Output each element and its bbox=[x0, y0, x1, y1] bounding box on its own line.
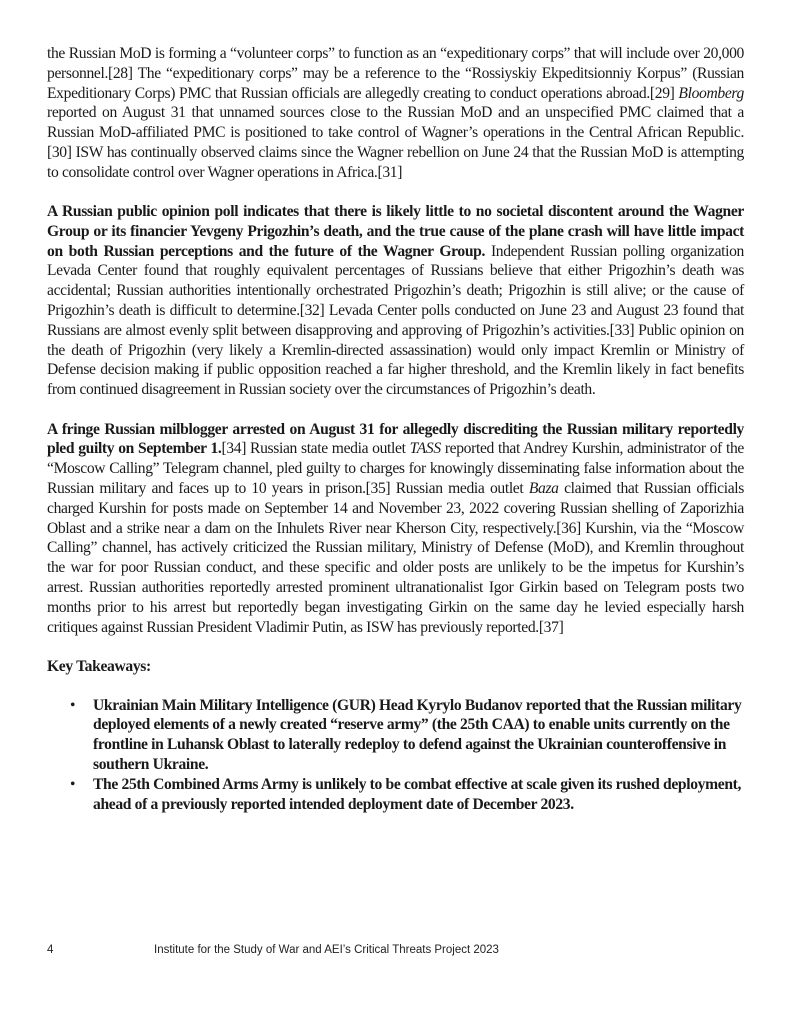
bullet-icon: • bbox=[70, 696, 76, 714]
publication-name: TASS bbox=[409, 440, 441, 458]
key-takeaways-list bbox=[47, 696, 744, 815]
body-paragraph bbox=[47, 420, 744, 638]
paragraph-lead: A fringe Russian milblogger arrested on August 31 for allegedly discrediting the Russian military reportedly pled guilty on September 1. bbox=[47, 420, 744, 458]
document-page bbox=[47, 44, 744, 814]
page-number: 4 bbox=[47, 944, 54, 956]
paragraph-lead: A Russian public opinion poll indicates that there is likely little to no societal discontent around the Wagner Group or its financier Yevgeny Prigozhin’s death, and the true cause of the plane crash will have little impact on both Russian perceptions and the future of the Wagner Group. bbox=[47, 203, 744, 260]
footer-organization: Institute for the Study of War and AEI’s Critical Threats Project 2023 bbox=[154, 944, 499, 956]
paragraph-text: reported that Andrey Kurshin, administrator of the “Moscow Calling” Telegram channel, pled guilty to charges for knowingly disseminating false information about the Russian military and faces up to 10 years in prison.[35] Russian media outlet bbox=[47, 440, 744, 497]
paragraph-text: [34] Russian state media outlet bbox=[221, 440, 410, 458]
body-paragraph bbox=[47, 44, 744, 183]
paragraph-text: the Russian MoD is forming a “volunteer corps” to function as an “expeditionary corps” that will include over 20,000 personnel.[28] The “expeditionary corps” may be a reference to the “Rossiyskiy Ekpeditsionniy Korpus” (Russian Expeditionary Corps) PMC that Russian officials are allegedly creating to conduct operations abroad.[29] bbox=[47, 45, 744, 102]
bullet-icon: • bbox=[70, 775, 76, 793]
publication-name: Bloomberg bbox=[678, 84, 744, 102]
takeaway-text: Ukrainian Main Military Intelligence (GUR) Head Kyrylo Budanov reported that the Russian military deployed elements of a newly created “reserve army” (the 25th CAA) to enable units currently on the frontline in Luhansk Oblast to laterally redeploy to defend against the Ukrainian counteroffensive in southern Ukraine. bbox=[93, 696, 742, 773]
takeaway-text: The 25th Combined Arms Army is unlikely to be combat effective at scale given its rushed deployment, ahead of a previously reported intended deployment date of December 2023. bbox=[93, 775, 742, 813]
paragraph-text: claimed that Russian officials charged Kurshin for posts made on September 14 and November 23, 2022 covering Russian shelling of Zaporizhia Oblast and a strike near a dam on the Inhulets River near Kherson City, respectively.[36] Kurshin, via the “Moscow Calling” channel, has actively criticized the Russian military, Ministry of Defense (MoD), and Kremlin throughout the war for poor Russian conduct, and these specific and older posts are unlikely to be the impetus for Kurshin’s arrest. Russian authorities reportedly arrested prominent ultranationalist Igor Girkin based on Telegram posts two months prior to his arrest but reportedly began investigating Girkin on the same day he levied especially harsh critiques against Russian President Vladimir Putin, as ISW has previously reported.[37] bbox=[47, 479, 744, 636]
paragraph-text: Independent Russian polling organization Levada Center found that roughly equivalent percentages of Russians believe that either Prigozhin’s death was accidental; Russian authorities intentionally orchestrated Prigozhin’s death; Prigozhin is still alive; or the cause of Prigozhin’s death is difficult to determine.[32] Levada Center polls conducted on June 23 and August 23 found that Russians are almost evenly split between disapproving and approving of Prigozhin’s activities.[33] Public opinion on the death of Prigozhin (very likely a Kremlin-directed assassination) would only impact Kremlin or Ministry of Defense decision making if public opposition reached a far higher threshold, and the Kremlin likely in fact benefits from continued disagreement in Russian society over the circumstances of Prigozhin’s death. bbox=[47, 242, 744, 399]
takeaway-item bbox=[70, 696, 744, 775]
paragraph-text: reported on August 31 that unnamed sources close to the Russian MoD and an unspecified PMC claimed that a Russian MoD-affiliated PMC is positioned to take control of Wagner’s operations in the Central African Republic.[30] ISW has continually observed claims since the Wagner rebellion on June 24 that the Russian MoD is attempting to consolidate control over Wagner operations in Africa.[31] bbox=[47, 104, 744, 181]
key-takeaways-heading: Key Takeaways: bbox=[47, 657, 151, 675]
body-paragraph bbox=[47, 202, 744, 400]
publication-name: Baza bbox=[528, 479, 559, 497]
takeaway-item bbox=[70, 775, 744, 815]
body-paragraphs bbox=[47, 44, 744, 637]
